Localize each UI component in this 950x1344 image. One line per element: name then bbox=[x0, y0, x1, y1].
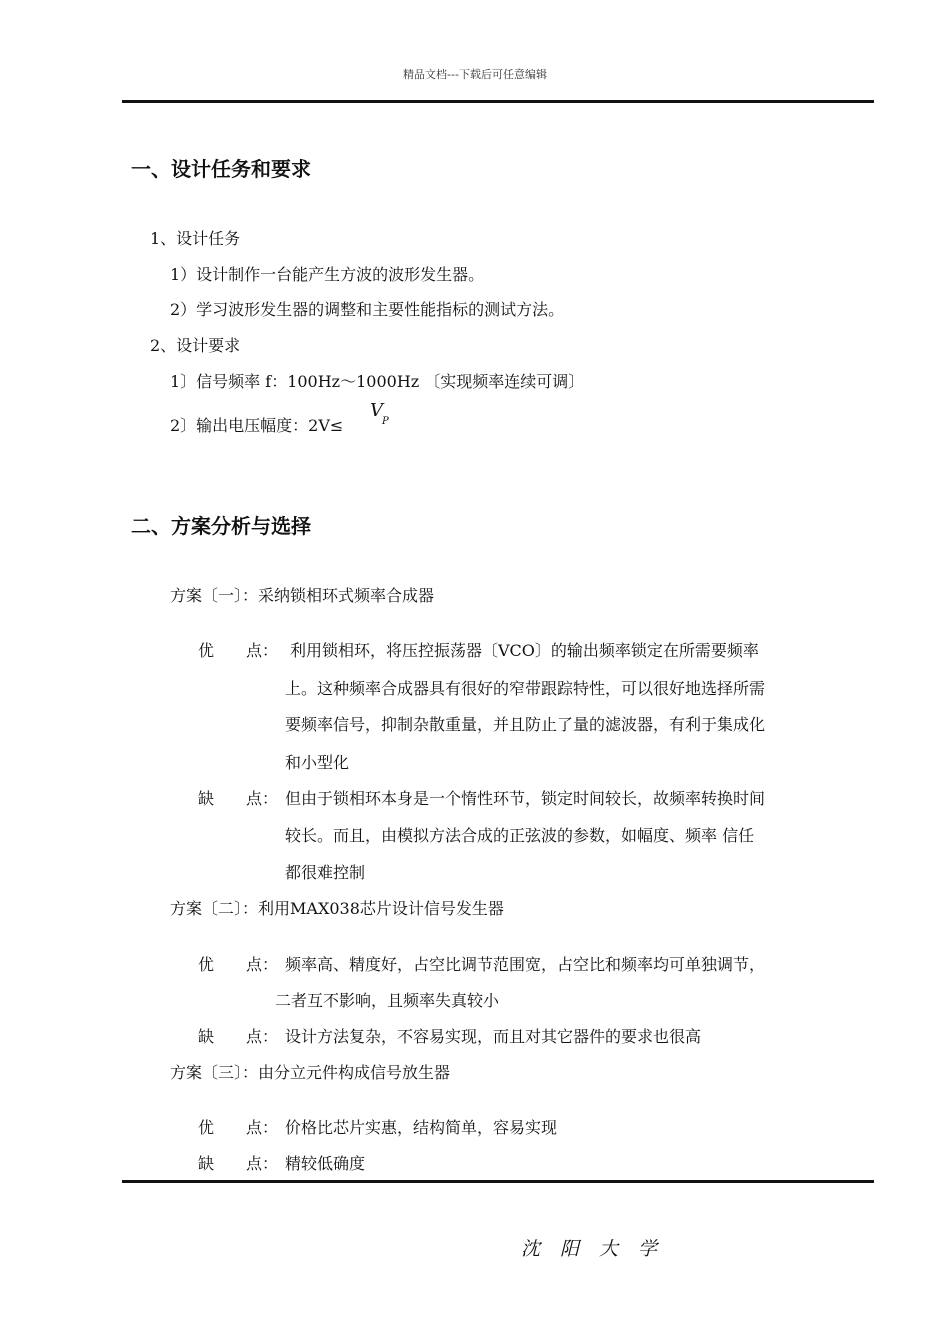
scheme3-con-label: 缺 点： bbox=[198, 1154, 279, 1173]
scheme1-pro-line-3: 要频率信号，抑制杂散重量，并且防止了量的滤波器，有利于集成化 bbox=[285, 715, 766, 734]
scheme1-title: 方案〔一〕：采纳锁相环式频率合成器 bbox=[170, 586, 435, 605]
scheme1-con-line-1: 但由于锁相环本身是一个惰性环节，锁定时间较长，故频率转换时间 bbox=[285, 789, 766, 808]
scheme3-con-line-1: 精较低确度 bbox=[285, 1154, 366, 1173]
task-item-1: 1）设计制作一台能产生方波的波形发生器。 bbox=[170, 265, 485, 284]
vp-symbol-p: P bbox=[382, 416, 389, 427]
header-rule bbox=[122, 100, 874, 103]
scheme1-con-line-2: 较长。而且，由模拟方法合成的正弦波的参数，如幅度、频率 信任 bbox=[285, 826, 755, 845]
section1-title: 一、设计任务和要求 bbox=[131, 157, 311, 181]
scheme1-pro-line-4: 和小型化 bbox=[285, 753, 350, 772]
requirement-heading: 2、设计要求 bbox=[150, 336, 241, 355]
task-item-2: 2）学习波形发生器的调整和主要性能指标的测试方法。 bbox=[170, 300, 565, 319]
requirement-item-2: 2〕输出电压幅度：2V≤ bbox=[170, 416, 344, 435]
scheme1-pro-label: 优 点： bbox=[198, 641, 279, 660]
scheme2-pro-line-1: 频率高、精度好，占空比调节范围宽，占空比和频率均可单独调节， bbox=[285, 955, 766, 974]
task-heading: 1、设计任务 bbox=[150, 229, 241, 248]
section2-title: 二、方案分析与选择 bbox=[131, 514, 311, 538]
scheme3-pro-label: 优 点： bbox=[198, 1118, 279, 1137]
scheme2-pro-label: 优 点： bbox=[198, 955, 279, 974]
footer-rule bbox=[122, 1180, 874, 1183]
scheme1-pro-line-2: 上。这种频率合成器具有很好的窄带跟踪特性，可以很好地选择所需 bbox=[285, 679, 766, 698]
page-header: 精品文档---下载后可任意编辑 bbox=[403, 68, 547, 81]
scheme2-con-label: 缺 点： bbox=[198, 1027, 279, 1046]
scheme3-pro-line-1: 价格比芯片实惠，结构简单，容易实现 bbox=[285, 1118, 558, 1137]
scheme2-con-line-1: 设计方法复杂，不容易实现，而且对其它器件的要求也很高 bbox=[285, 1027, 702, 1046]
scheme1-con-line-3: 都很难控制 bbox=[285, 863, 366, 882]
scheme1-con-label: 缺 点： bbox=[198, 789, 279, 808]
vp-symbol-v: V bbox=[370, 400, 383, 421]
requirement-item-1: 1〕信号频率 f：100Hz～1000Hz 〔实现频率连续可调〕 bbox=[170, 372, 585, 391]
page-footer: 沈阳大学 bbox=[521, 1238, 678, 1260]
scheme3-title: 方案〔三〕：由分立元件构成信号放生器 bbox=[170, 1063, 451, 1082]
scheme2-pro-line-2: 二者互不影响，且频率失真较小 bbox=[275, 991, 500, 1010]
scheme2-title: 方案〔二〕：利用MAX038芯片设计信号发生器 bbox=[170, 899, 504, 918]
scheme1-pro-line-1: 利用锁相环，将压控振荡器〔VCO〕的输出频率锁定在所需要频率 bbox=[290, 641, 759, 660]
